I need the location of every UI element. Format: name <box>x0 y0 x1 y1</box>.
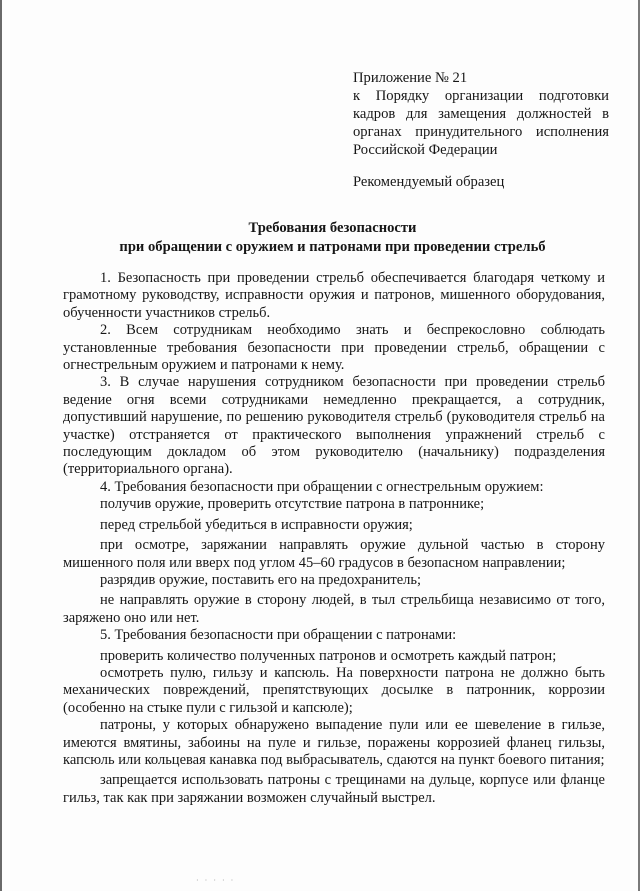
title-line-1: Требования безопасности <box>248 220 417 236</box>
paragraph-9: не направлять оружие в сторону людей, в тыл стрельбища независимо от того, заряжено оно или нет. <box>63 592 605 626</box>
document-title <box>60 219 605 257</box>
paragraph-12: осмотреть пулю, гильзу и капсюль. На поверхности патрона не должно быть механических повреждений, препятствующих досылке в патронник, коррозии (особенно на стыке пули с гильзой и капсюле); <box>63 664 605 716</box>
paragraph-13: патроны, у которых обнаружено выпадение пули или ее шевеление в гильзе, имеются вмятины, забоины на пуле и гильзе, поражены коррозией фланец гильзы, капсюль или кольцевая канавка под выбрасыватель, сдаются на пункт боевого питания; <box>63 717 605 768</box>
paragraph-2: 2. Всем сотрудникам необходимо знать и беспрекословно соблюдать установленные требования безопасности при проведении стрельб, обращении с огнестрельным оружием и патронами к нему. <box>63 322 605 374</box>
appendix-heading: Приложение № 21 <box>353 70 468 86</box>
paragraph-1: 1. Безопасность при проведении стрельб обеспечивается благодаря четкому и грамотному руководству, исправности оружия и патронов, мишенного оборудования, обученности участников стрельб. <box>63 270 605 321</box>
paragraph-8: разрядив оружие, поставить его на предохранитель; <box>100 571 422 588</box>
appendix-block <box>353 69 609 159</box>
paragraph-10: 5. Требования безопасности при обращении с патронами: <box>100 627 457 644</box>
paragraph-7: при осмотре, заряжании направлять оружие дульной частью в сторону мишенного поля или вверх под углом 45–60 градусов в безопасном направлении; <box>63 537 605 571</box>
scan-edge-left <box>0 0 2 891</box>
scan-artifact: · · · · · <box>196 876 236 885</box>
paragraph-4: 4. Требования безопасности при обращении с огнестрельным оружием: <box>100 478 544 495</box>
sample-label: Рекомендуемый образец <box>353 174 505 190</box>
paragraph-11: проверить количество полученных патронов и осмотреть каждый патрон; <box>100 647 557 664</box>
document-body <box>63 270 605 807</box>
paragraph-6: перед стрельбой убедиться в исправности оружия; <box>100 516 413 533</box>
paragraph-5: получив оружие, проверить отсутствие патрона в патроннике; <box>100 496 485 513</box>
paragraph-14: запрещается использовать патроны с трещинами на дульце, корпусе или фланце гильз, так как при заряжании возможен случайный выстрел. <box>63 772 605 806</box>
paragraph-3: 3. В случае нарушения сотрудником безопасности при проведении стрельб ведение огня всеми сотрудниками немедленно прекращается, а сотрудник, допустивший нарушение, по решению руководителя стрельб (руководителя стрельб на участке) отстраняется от практического выполнения упражнений стрельб с последующим докладом об этом руководителю (начальнику) подразделения (территориального органа). <box>63 374 605 478</box>
appendix-description: к Порядку организации подготовки кадров для замещения должностей в органах принудительного исполнения Российской Федерации <box>353 88 609 158</box>
title-line-2: при обращении с оружием и патронами при проведении стрельб <box>119 239 546 255</box>
